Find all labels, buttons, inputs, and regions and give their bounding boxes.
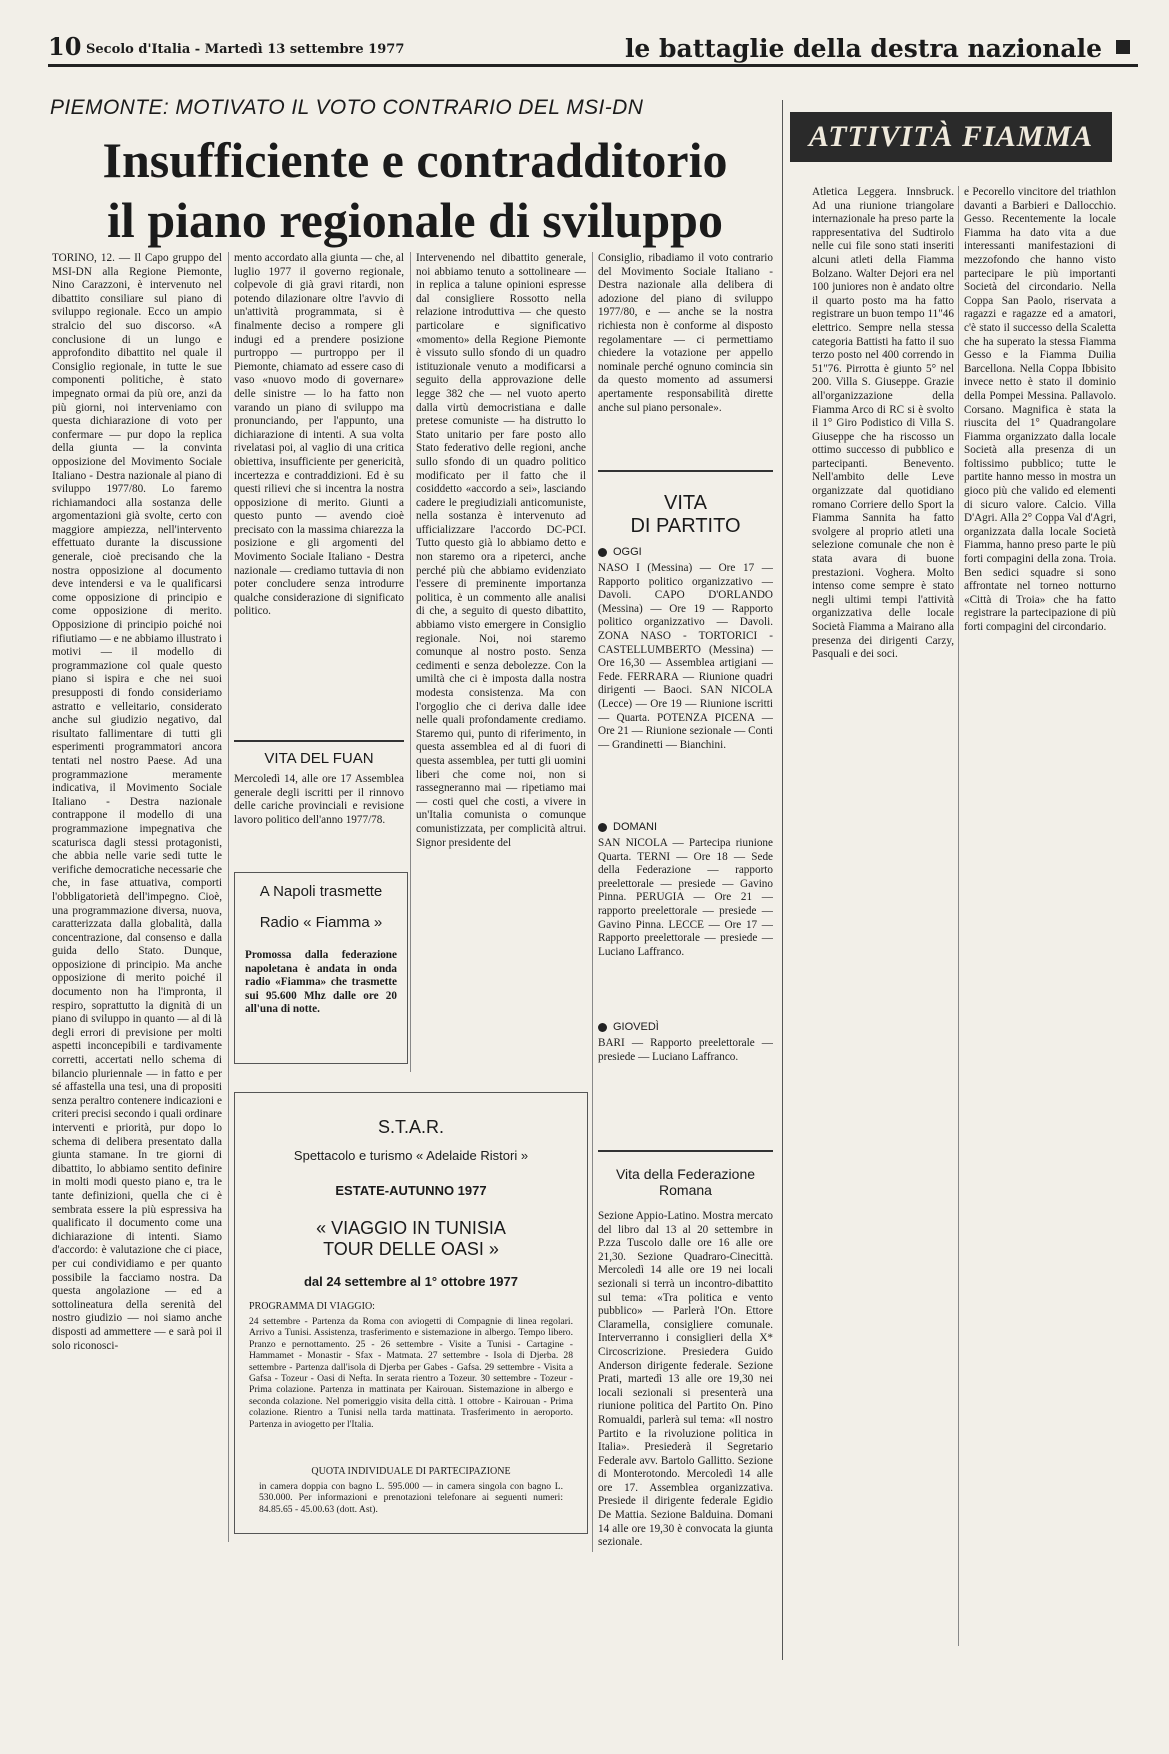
giovedi-heading bbox=[598, 1021, 773, 1033]
article-column-2: mento accordato alla giunta — che, al luglio 1977 il governo regionale, colpevole di già gravi ritardi, non potendo dilazionare oltre l'avvio di un'attività programmata, si è finalmente deciso a rompere gli indugi ed a prendere posizione purtroppo — purtroppo per il Piemonte, chiamato ad essere caso di vaso «nuovo modo di governare» delle sinistre — lo ha fatto non varando un piano di sviluppo ma pronunciando, per l'appunto, una dichiarazione di intenti. A sua volta rivelatasi poi, al vaglio di una critica obiettiva, insufficiente per genericità, incertezza e contraddizioni. Ed è su questi rilievi che si incentra la nostra opposizione di merito. Giunti a questo punto — avendo cioè precisato con la massima chiarezza la posizione e gli argomenti del Movimento Sociale Italiano - Destra nazionale — crediamo tuttavia di non poter concludere senza introdurre qualche considerazione di significato politico. bbox=[234, 252, 404, 618]
fuan-section bbox=[234, 740, 404, 870]
paper-date: Secolo d'Italia - Martedì 13 settembre 1977 bbox=[86, 42, 405, 57]
star-box bbox=[234, 1092, 588, 1534]
program-body: 24 settembre - Partenza da Roma con aviogetti di Compagnie di linea regolari. Arrivo a Tunisi. Assistenza, trasferimento e sistemazione in albergo. Tempo libero. Pranzo e pernottamento. 25 - 26 settembre - Visite a Tunisi - Cartagine - Hammamet - Monastir - Sfax - Matmata. 27 settembre - Isola di Djerba. 28 settembre - Partenza dall'isola di Djerba per Gabes - Gafsa. 29 settembre - Visita a Gafsa - Tozeur - Oasi di Nefta. In serata rientro a Tozeur. 30 settembre - Tozeur - Prima colazione. Partenza in mattinata per Kairouan. Sistemazione in albergo e seconda colazione. Nel pomeriggio visita della città. 1 ottobre - Kairouan - Prima colazione. Rientro a Tunisi nella tarda mattinata. Trasferimento in aeroporto. Partenza in aviogetto per l'Italia. bbox=[249, 1316, 573, 1430]
quota-title: QUOTA INDIVIDUALE DI PARTECIPAZIONE bbox=[311, 1466, 511, 1477]
domani-label: DOMANI bbox=[613, 821, 657, 833]
radio-box bbox=[234, 872, 408, 1064]
headline-line-2: il piano regionale di sviluppo bbox=[107, 192, 723, 248]
column-divider bbox=[592, 252, 593, 1552]
star-trip-1: « VIAGGIO IN TUNISIA bbox=[316, 1218, 506, 1238]
section-title: le battaglie della destra nazionale bbox=[624, 34, 1102, 63]
headline-line-1: Insufficiente e contradditorio bbox=[102, 132, 728, 188]
fiamma-column-a: Atletica Leggera. Innsbruck. Ad una riunione triangolare internazionale ha preso parte la rappresentativa del Sudtirolo nelle cui file sono stati inseriti alcuni atleti della Fiamma Bolzano. Walter Dejori era nel 100 juniores non è andato oltre il quarto posto ma ha fatto registrare un buon tempo 11"46 elettrico. Sempre nella stessa categoria Battisti ha fatto il suo terzo posto nel 400 correndo in 51"76. Pirrotta è giunto 5° nel 200. Villa S. Giuseppe. Grazie all'organizzazione della Fiamma Arco di RC si è svolto il 1° Giro Podistico di Villa S. Giuseppe che ha riscosso un ottimo successo di pubblico e partecipanti. Benevento. Nell'ambito delle Leve organizzate dal quotidiano romano Corriere dello Sport la Fiamma Sannita ha fatto svolgere al proprio atleti una selezione comunale che non è stata avara di buone prestazioni. Voghera. Molto intenso come sempre è stato negli ultimi tempi l'attività organizzativa delle locale Società Fiamma a Mairano alla presenza dei dirigenti Carzy, Pasquali e dei soci. bbox=[812, 186, 954, 661]
domani-body: SAN NICOLA — Partecipa riunione Quarta. TERNI — Ore 18 — Sede della Federazione — rapporto preelettorale — presiede — Gavino Pinna. PERUGIA — Ore 21 — rapporto preelettorale — presiede — Gavino Pinna. LECCE — Ore 17 — Rapporto preelettorale — presiede — Luciano Laffranco. bbox=[598, 837, 773, 958]
oggi-body: NASO I (Messina) — Ore 17 — Rapporto politico organizzativo — Davoli. CAPO D'ORLANDO (Messina) — Ore 19 — Rapporto politico organizzativo — Davoli. ZONA NASO - TORTORICI - CASTELLUMBERTO (Messina) — Ore 16,30 — Assemblea artigiani — Fede. FERRARA — Riunione quadri dirigenti — Baoci. SAN NICOLA (Lecce) — Ore 19 — Riunione iscritti — Quarta. POTENZA PICENA — Ore 21 — Riunione sezionale — Conti — Grandinetti — Bianchini. bbox=[598, 562, 773, 751]
divider bbox=[234, 740, 404, 742]
program-title: PROGRAMMA DI VIAGGIO: bbox=[249, 1301, 375, 1312]
radio-title-2: Radio « Fiamma » bbox=[259, 914, 383, 931]
radio-title-1: A Napoli trasmette bbox=[259, 883, 383, 900]
bullet-icon bbox=[598, 548, 607, 557]
vita-partito-section bbox=[598, 470, 773, 1120]
federazione-title-2: Romana bbox=[659, 1182, 712, 1198]
quota-body: in camera doppia con bagno L. 595.000 — in camera singola con bagno L. 530.000. Per informazioni e prenotazioni telefonare ai seguenti numeri: 84.85.65 - 45.00.63 (dott. Ast). bbox=[259, 1481, 563, 1515]
federazione-body: Sezione Appio-Latino. Mostra mercato del libro dal 13 al 20 settembre in P.zza Tuscolo dalle ore 16 alle ore 21,30. Sezione Quadraro-Cinecittà. Mercoledì 14 alle ore 19 nei locali sezionali si terrà un incontro-dibattito sul tema: «Tra politica e vento pubblico» — Parlerà l'On. Ettore Claramella, consigliere comunale. Interverranno i consiglieri della X* Circoscrizione. Presiedera Guido Anderson dirigente federale. Sezione Prati, martedì 13 alle ore 19,30 nei locali sezionali si presenterà una riunione politica del Partito On. Pino Romualdi, parlerà sul tema: «Il nostro Partito e la rivoluzione politica in Italia». Presiederà il Segretario Federale avv. Bartolo Gallitto. Sezione di Monterotondo. Mercoledì 14 alle ore 17. Assemblea organizzativa. Presiede il dirigente federale Egidio De Mattia. Sezione Balduina. Domani 14 alle ore 19,30 è convocata la giunta sezionale. bbox=[598, 1210, 773, 1549]
masthead bbox=[48, 30, 1138, 67]
vita-partito-title-1: VITA bbox=[664, 492, 707, 514]
oggi-label: OGGI bbox=[613, 546, 642, 558]
column-divider bbox=[958, 186, 959, 1646]
domani-heading bbox=[598, 821, 773, 833]
star-dates: dal 24 settembre al 1° ottobre 1977 bbox=[303, 1274, 518, 1289]
star-trip-2: TOUR DELLE OASI » bbox=[323, 1239, 499, 1259]
radio-body: Promossa dalla federazione napoletana è andata in onda radio «Fiamma» che trasmette sui 95.600 Mhz dalle ore 20 all'una di notte. bbox=[245, 949, 397, 1016]
fiamma-column-b: e Pecorello vincitore del triathlon davanti a Barbieri e Dallocchio. Gesso. Recentemente la locale Fiamma ha dato vita a due interessanti manifestazioni di mezzofondo che hanno visto partecipare le più importanti Società del circondario. Nella Coppa San Paolo, riservata a ragazzi e ragazze ed a amatori, c'è stato il successo della Scaletta che ha superato la stessa Fiamma Gesso e la Fiamma Duilia Barcellona. Nella Coppa Ibbisito invece netto è stato il dominio della Pompei Messina. Pallavolo. Corsano. Magnifica è stata la riuscita del 1° Quadrangolare Fiamma organizzato dalla locale Società alla presenza di un foltissimo pubblico; tutte le partite hanno messo in mostra un gioco più che valido ed elementi di sicuro valore. Calcio. Villa D'Agri. Alla 2° Coppa Val d'Agri, organizzata dalla locale Società Fiamma, hanno preso parte le più forti compagini della zona. Troia. Ben sedici squadre si sono affrontate nel torneo notturno «Città di Troia» che ha fatto registrare la partecipazione di più forti compagini del circondario. bbox=[964, 186, 1116, 633]
bullet-icon bbox=[598, 823, 607, 832]
page-divider bbox=[782, 100, 783, 1660]
page-number: 10 bbox=[48, 32, 82, 61]
fuan-title: VITA DEL FUAN bbox=[264, 750, 374, 767]
bullet-icon bbox=[598, 1023, 607, 1032]
federazione-section bbox=[598, 1150, 773, 1550]
divider bbox=[598, 470, 773, 472]
attivita-fiamma-banner: ATTIVITÀ FIAMMA bbox=[790, 112, 1112, 162]
divider bbox=[598, 1150, 773, 1152]
giovedi-label: GIOVEDÌ bbox=[613, 1021, 659, 1033]
article-column-3: Intervenendo nel dibattito generale, noi abbiamo tenuto a sottolineare — in replica a talune opinioni espresse dal consigliere Rossotto nella relazione introduttiva — che questo particolare e significativo «momento» della Regione Piemonte è vissuto sullo sfondo di un quadro istituzionale venuto a modificarsi a seguito della approvazione delle legge 382 che — nel vuoto aperto dalla virtù democristiana e dalle pretese comuniste — ha distrutto lo Stato unitario per fare posto allo Stato federativo delle regioni, anche sullo sfondo di un quadro politico modificato per il fatto che il cosiddetto «accordo a sei», lasciando cadere le pregiudiziali anticomuniste, nella sostanza è intervenuto ad ufficializzare l'accordo DC-PCI. Tutto questo già lo abbiamo detto e non staremo ora a ripeterci, anche perché più che abbiamo evidenziato l'essere di preminente importanza politica, è un commento alle analisi di che, a seguito di questo dibattito, abbiamo visto emergere in Consiglio regionale. Noi, noi staremo comunque al nostro posto. Senza cedimenti e senza debolezze. Con la umiltà che ci è imposta dalla nostra modesta consistenza. Ma con l'orgoglio che ci deriva dalle idee nelle quali profondamente crediamo. Staremo qui, punto di riferimento, in questa assemblea ed al di fuori di questa assemblea, per tutti gli uomini liberi che come noi, non si rassegneranno mai — ripetiamo mai — costi quel che costi, a vivere in un'Italia comunista o comunque comunistizzata, per complicità altrui. Signor presidente del bbox=[416, 252, 586, 849]
square-icon bbox=[1116, 40, 1130, 54]
oggi-heading bbox=[598, 546, 773, 558]
star-subtitle: Spettacolo e turismo « Adelaide Ristori » bbox=[293, 1148, 529, 1163]
federazione-title-1: Vita della Federazione bbox=[615, 1166, 756, 1182]
star-title: S.T.A.R. bbox=[377, 1117, 444, 1137]
article-column-1: TORINO, 12. — Il Capo gruppo del MSI-DN alla Regione Piemonte, Nino Carazzoni, è intervenuto nel dibattito consiliare sul piano di sviluppo regionale. Ecco un ampio stralcio del suo discorso. «A conclusione di un lungo e approfondito dibattito nel quale il Consiglio regionale, in tutte le sue componenti politiche, è stato impegnato ormai da più ore, anzi da più giorni, noi interveniamo con questa dichiarazione di voto per confermare — pur dopo la replica della giunta — la convinta opposizione del Movimento Sociale Italiano - Destra nazionale al piano di sviluppo 1977/80. Lo faremo richiamandoci alla sostanza delle argomentazioni già svolte, certo con maggiore ampiezza, nell'intervento effettuato durante la discussione generale, cioè precisando che la nostra opposizione al documento deve intendersi e va le qualificarsi come opposizione di principio e come opposizione di merito. Opposizione di principio poiché noi rifiutiamo — e ne abbiamo illustrato i motivi — il modello di programmazione col quale questo piano si ispira e che nei suoi presupposti di fondo consideriamo astratto e velleitario, considerato anche sul giudizio negativo, dal risultato fallimentare di tutti gli esperimenti programmatori ancora tentati nel nostro Paese. Ad una programmazione meramente indicativa, il Movimento Sociale Italiano - Destra nazionale contrappone il modello di una programmazione impegnativa che scaturisca dagli stessi protagonisti, che abbia nelle varie sedi tutte le verifiche democratiche necessarie che che, in fase attuativa, comporti l'obbligatorietà dell'impegno. Cioè, una programmazione diversa, nuova, caratterizzata dalla globalità, dalla concentrazione, dal consenso e dalla guida dello Stato. Dunque, opposizione di principio. Ma anche opposizione di merito poiché il documento non ha l'impronta, il respiro, soprattutto la dignità di un piano di sviluppo in quanto — al di là degli errori di previsione per molti aspetti inconcepibili e tardivamente corretti, accertati nello schema di bilancio pluriennale — in fatto e per sé affastella una tesi, una di propositi senza peraltro contenere indicazioni e criteri precisi secondo i quali ordinare interventi e priorità, pur dopo lo schema di delibera presentato dalla giunta stamane. In tre giorni di dibattito, lo abbiamo sentito definire in molti modi questo piano e, tra le tante definizioni, quella che ci è sembrata essere la più espressiva ha qualificato il documento come una dichiarazione di intenti. Siamo d'accordo: è valutazione che ci piace, per cui condividiamo e per quanto possibile la facciamo nostra. Da questa angolazione — ed a sottolineatura della serenità del nostro giudizio — noi siamo anche disposti ad ammettere — e sarà poi il solo riconosci- bbox=[52, 252, 222, 1352]
column-divider bbox=[410, 252, 411, 1072]
vita-partito-title-2: DI PARTITO bbox=[630, 515, 741, 537]
star-season: ESTATE-AUTUNNO 1977 bbox=[335, 1183, 487, 1198]
article-column-4: Consiglio, ribadiamo il voto contrario del Movimento Sociale Italiano - Destra nazionale alla delibera di adozione del piano di sviluppo 1977/80, e — anche se la nostra richiesta non è conforme al disposto regolamentare — ci permettiamo chiedere la votazione per appello nominale perché ognuno comincia sin da questo momento ad assumersi apertamente responsabilità dirette anche sul piano personale». bbox=[598, 252, 773, 414]
column-divider bbox=[228, 252, 229, 1542]
fuan-body: Mercoledì 14, alle ore 17 Assemblea generale degli iscritti per il rinnovo delle cariche provinciali e revisione lavoro politico dell'anno 1977/78. bbox=[234, 773, 404, 826]
giovedi-body: BARI — Rapporto preelettorale — presiede — Luciano Laffranco. bbox=[598, 1037, 773, 1063]
article-headline bbox=[50, 130, 780, 250]
article-kicker: PIEMONTE: MOTIVATO IL VOTO CONTRARIO DEL MSI-DN bbox=[50, 96, 644, 119]
